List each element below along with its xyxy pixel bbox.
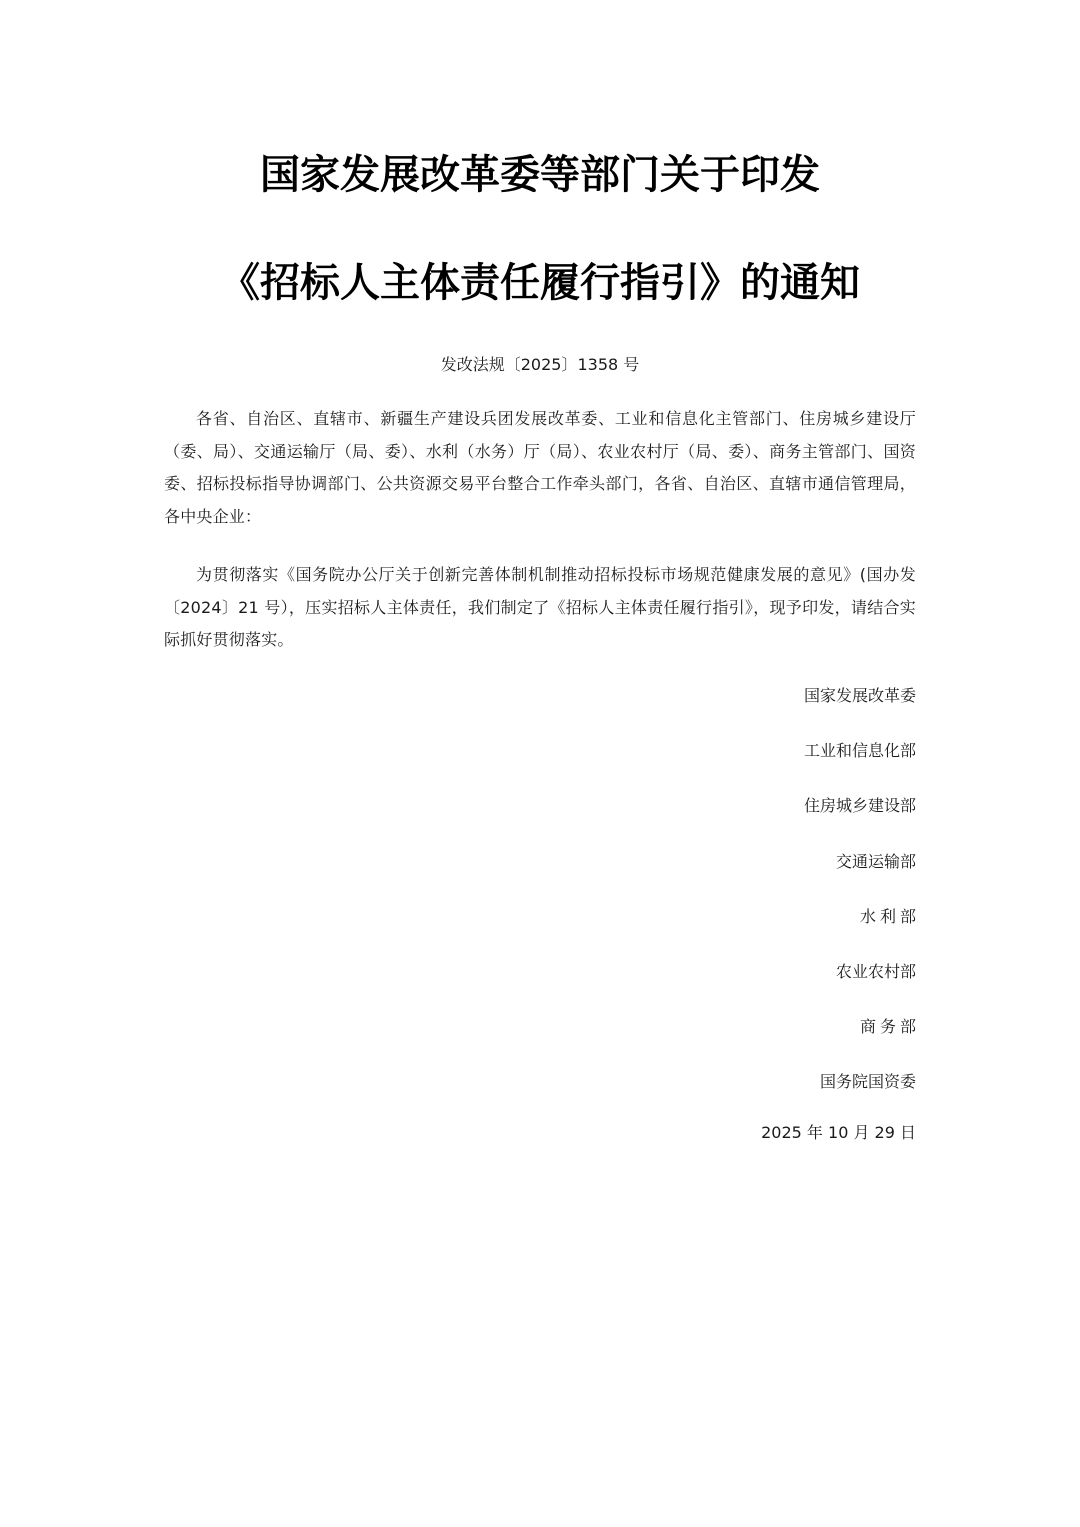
body-paragraph: 为贯彻落实《国务院办公厅关于创新完善体制机制推动招标投标市场规范健康发展的意见》(国办发〔2024〕21 号），压实招标人主体责任，我们制定了《招标人主体责任履行指引》，现予印发，请结合实际抓好贯彻落实。 [164, 565, 916, 649]
signatories-block [516, 680, 920, 1122]
signatory-mot: 交通运输部 [835, 851, 916, 871]
document-number: 发改法规〔2025〕1358 号 [440, 355, 640, 374]
document-title-line-1: 国家发展改革委等部门关于印发 [260, 152, 820, 198]
addressee-paragraph: 各省、自治区、直辖市、新疆生产建设兵团发展改革委、工业和信息化主管部门、住房城乡建设厅（委、局）、交通运输厅（局、委）、水利（水务）厅（局）、农业农村厅（局、委）、商务主管部门、国资委、招标投标指导协调部门、公共资源交易平台整合工作牵头部门，各省、自治区、直辖市通信管理局，各中央企业： [164, 409, 916, 526]
signatory-mohurd: 住房城乡建设部 [803, 796, 916, 816]
issue-date: 2025 年 10 月 29 日 [761, 1123, 916, 1142]
document-title-line-2: 《招标人主体责任履行指引》的通知 [220, 260, 860, 306]
signatory-sasac: 国务院国资委 [819, 1072, 916, 1092]
signatory-mwr: 水利部 [859, 906, 920, 926]
signatory-moa: 农业农村部 [835, 961, 916, 981]
signatory-ndrc: 国家发展改革委 [803, 686, 916, 705]
signatory-mofcom: 商务部 [859, 1017, 920, 1037]
signatory-miit: 工业和信息化部 [803, 741, 916, 761]
